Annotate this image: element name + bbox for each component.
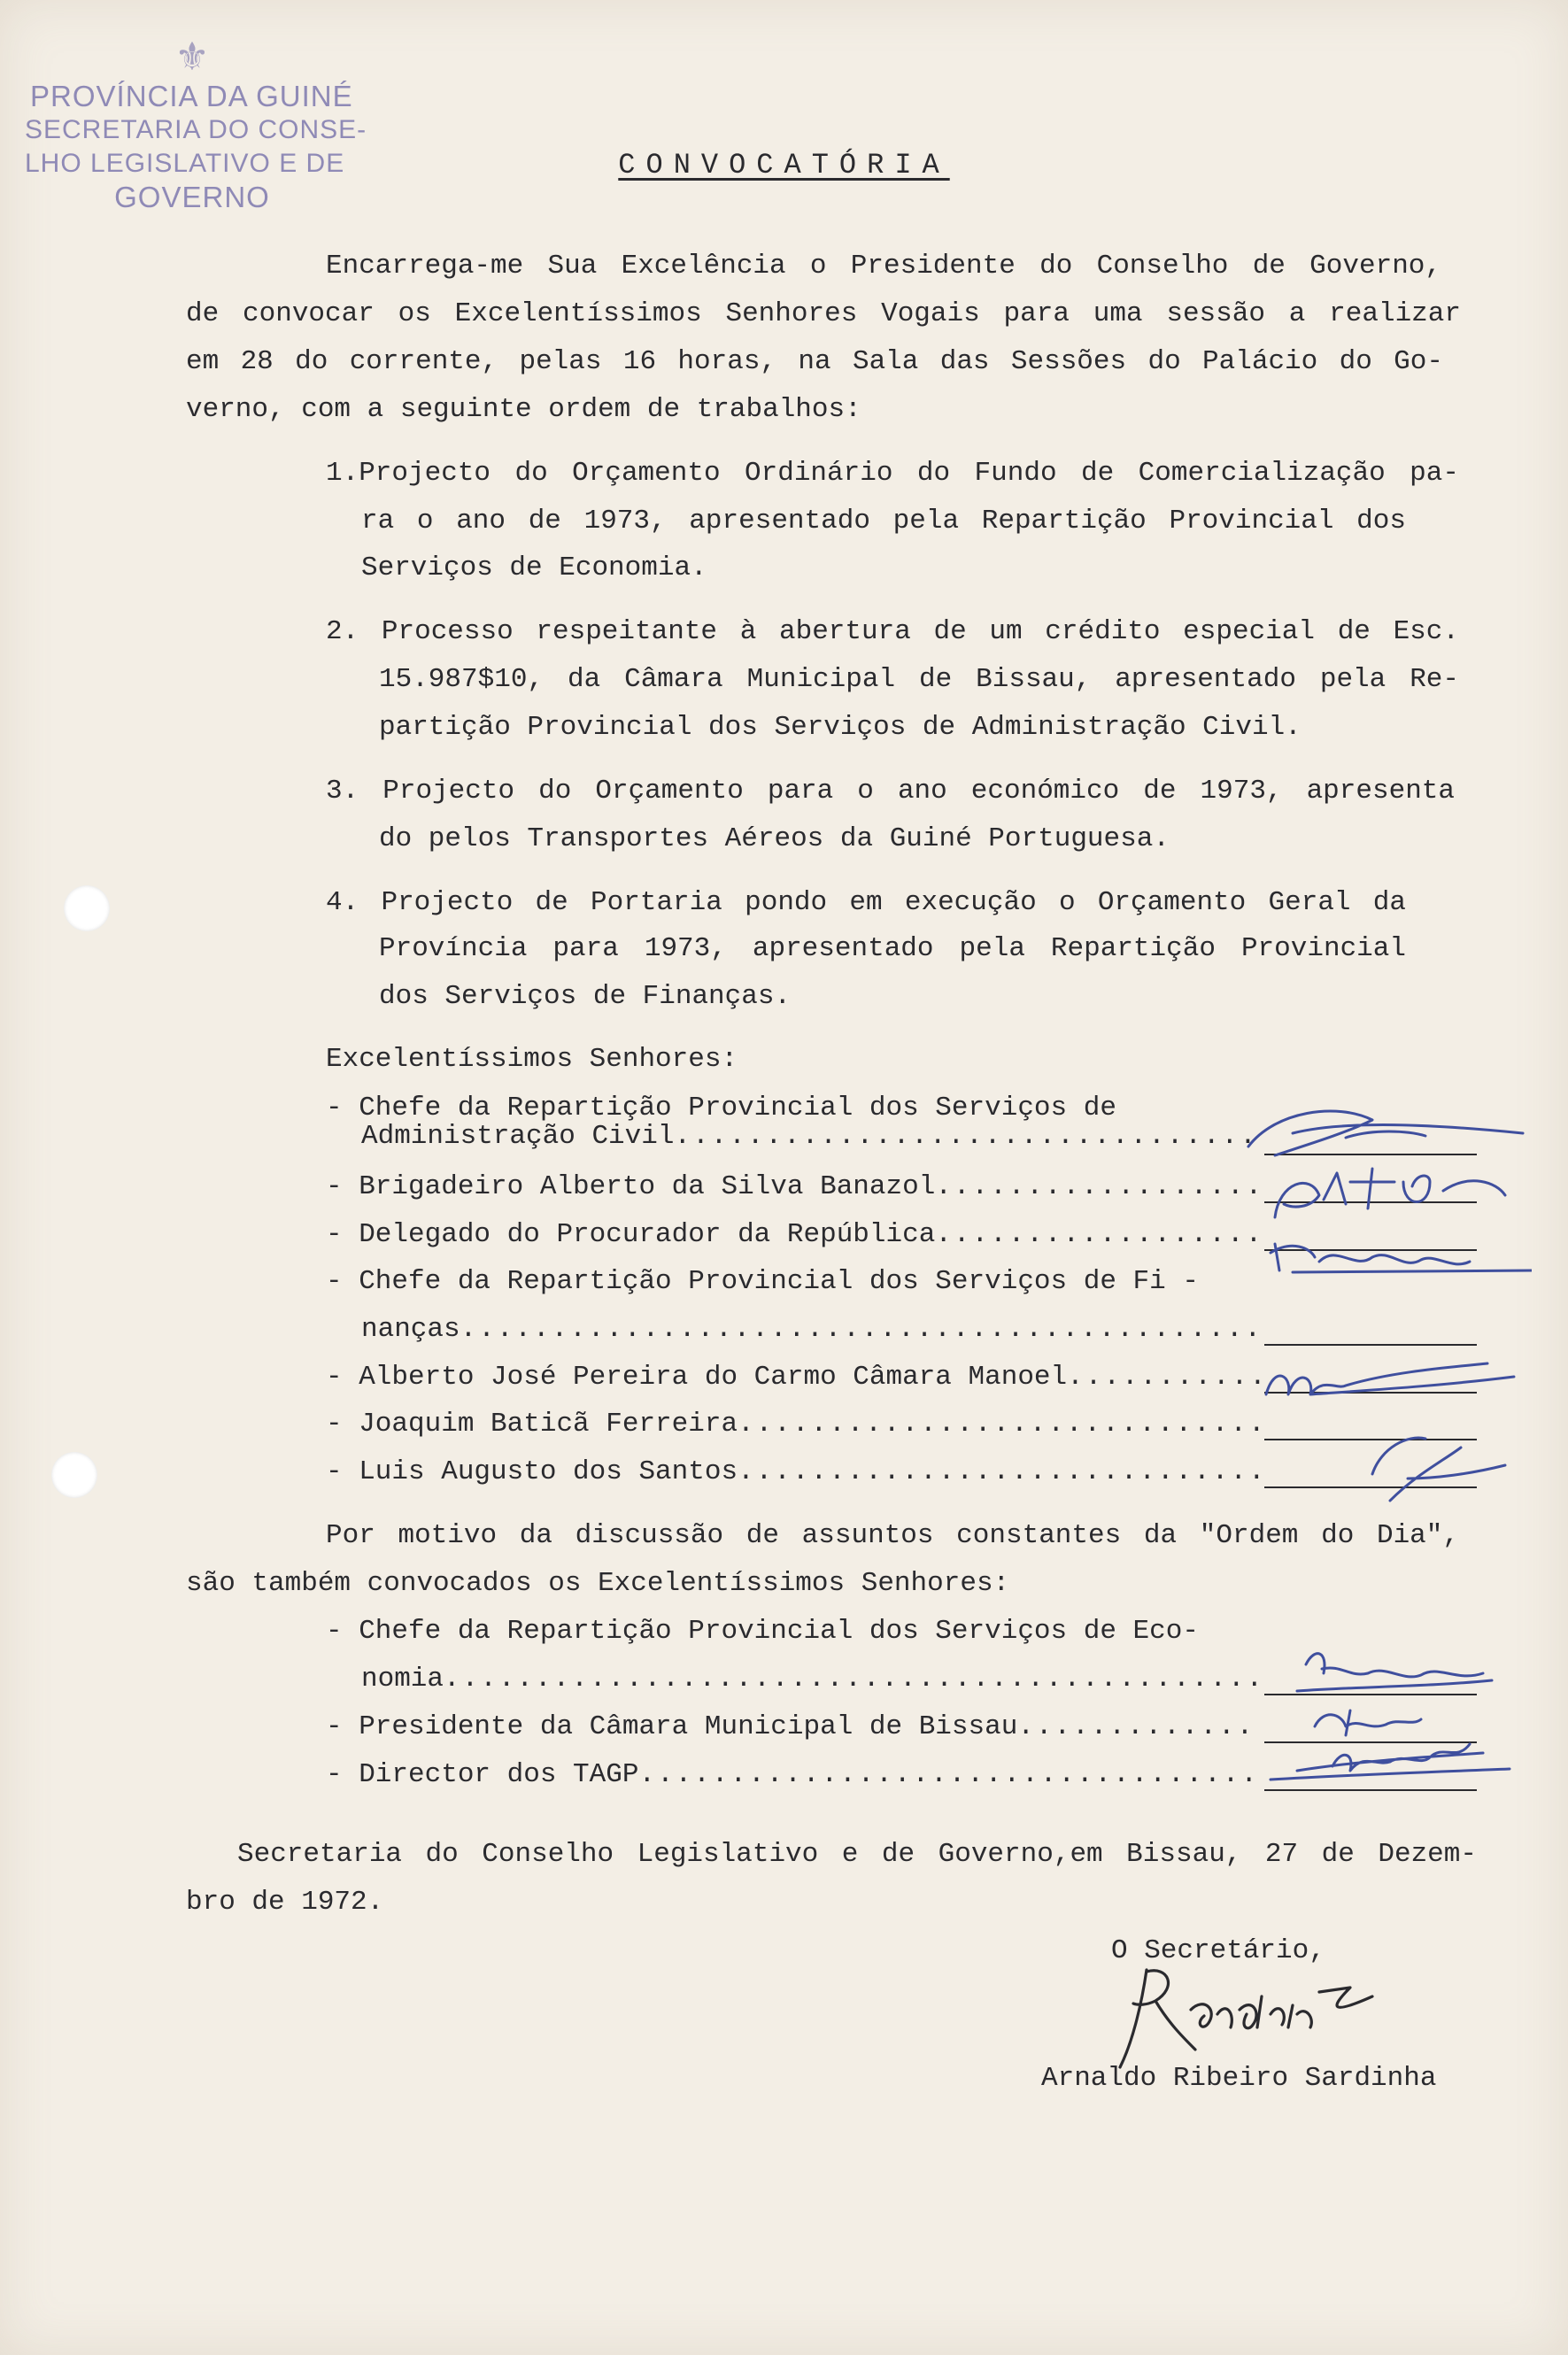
- extra-intro-line: são também convocados os Excelentíssimos Senhores:: [186, 1568, 1010, 1599]
- agenda-item-4: dos Serviços de Finanças.: [379, 981, 792, 1012]
- attendee-entry: - Alberto José Pereira do Carmo Câmara Manoel .....: [326, 1360, 1260, 1395]
- intro-line: em 28 do corrente, pelas 16 horas, na Sala das Sessões do Palácio do Go-: [186, 346, 1443, 377]
- intro-line: verno, com a seguinte ordem de trabalhos:: [186, 394, 861, 425]
- signature-scribble-6: [1297, 1654, 1492, 1691]
- attendee-entry: - Delegado do Procurador da República .....: [326, 1217, 1260, 1253]
- document-title: CONVOCATÓRIA: [618, 149, 950, 181]
- agenda-item-1: 1.Projecto do Orçamento Ordinário do Fundo de Comercialização pa-: [326, 458, 1459, 489]
- signature-scribble-3: [1271, 1244, 1532, 1272]
- attendee-entry: - Chefe da Repartição Provincial dos Serviços de Fi - nanças .....: [326, 1264, 1260, 1347]
- handwritten-signatures: [1240, 1085, 1532, 1510]
- secretary-signature: [1107, 1961, 1390, 2076]
- agenda-item-1: Serviços de Economia.: [361, 552, 707, 583]
- signature-scribble-8: [1271, 1744, 1510, 1780]
- agenda-item-3: 3. Projecto do Orçamento para o ano económico de 1973, apresenta: [326, 776, 1455, 807]
- closing-line: bro de 1972.: [186, 1887, 384, 1918]
- signature-scribble-9: [1120, 1970, 1195, 2067]
- signature-scribble-1: [1248, 1111, 1523, 1155]
- stamp-line: LHO LEGISLATIVO E DE: [25, 149, 345, 178]
- agenda-item-2: 2. Processo respeitante à abertura de um crédito especial de Esc.: [326, 616, 1459, 647]
- closing-line: Secretaria do Conselho Legislativo e de Governo,em Bissau, 27 de Dezem-: [237, 1839, 1477, 1870]
- agenda-item-2: 15.987$10, da Câmara Municipal de Bissau, apresentado pela Re-: [379, 664, 1459, 695]
- agenda-item-2: partição Provincial dos Serviços de Administração Civil.: [379, 712, 1302, 743]
- stamp-line: SECRETARIA DO CONSE-: [25, 115, 367, 144]
- handwritten-signatures-extra: [1244, 1611, 1536, 1802]
- signatory-name: Arnaldo Ribeiro Sardinha: [1041, 2063, 1437, 2094]
- signature-scribble-10: [1191, 1988, 1372, 2028]
- attendee-entry: - Joaquim Baticã Ferreira .....: [326, 1407, 1260, 1442]
- signature-scribble-5: [1372, 1438, 1505, 1501]
- stamp-line: GOVERNO: [114, 181, 270, 213]
- official-stamp: [19, 35, 365, 214]
- extra-attendee-entry: - Presidente da Câmara Municipal de Bissau .....: [326, 1710, 1260, 1745]
- extra-attendee-entry: - Chefe da Repartição Provincial dos Serviços de Eco- nomia .....: [326, 1614, 1260, 1697]
- stamp-line: PROVÍNCIA DA GUINÉ: [30, 80, 353, 112]
- coat-of-arms-icon: ⚜: [174, 35, 210, 79]
- vogais-heading: Excelentíssimos Senhores:: [326, 1044, 738, 1075]
- intro-line: Encarrega-me Sua Excelência o Presidente do Conselho de Governo,: [326, 251, 1441, 282]
- intro-line: de convocar os Excelentíssimos Senhores Vogais para uma sessão a realizar: [186, 298, 1461, 329]
- agenda-item-4: 4. Projecto de Portaria pondo em execução o Orçamento Geral da: [326, 887, 1406, 918]
- attendee-entry: - Chefe da Repartição Provincial dos Serviços de Administração Civil .....: [326, 1091, 1260, 1154]
- agenda-item-4: Província para 1973, apresentado pela Repartição Provincial: [379, 933, 1406, 964]
- punch-hole: [64, 885, 110, 931]
- punch-hole: [51, 1452, 97, 1498]
- agenda-item-1: ra o ano de 1973, apresentado pela Repartição Provincial dos: [361, 506, 1406, 537]
- agenda-item-3: do pelos Transportes Aéreos da Guiné Portuguesa.: [379, 823, 1170, 854]
- signature-scribble-7: [1315, 1710, 1421, 1735]
- signature-scribble-2: [1275, 1169, 1505, 1217]
- signature-scribble-4: [1266, 1363, 1514, 1394]
- attendee-entry: - Brigadeiro Alberto da Silva Banazol .....: [326, 1170, 1260, 1205]
- extra-attendee-entry: - Director dos TAGP .....: [326, 1757, 1260, 1793]
- attendee-entry: - Luis Augusto dos Santos .....: [326, 1455, 1260, 1490]
- extra-intro-line: Por motivo da discussão de assuntos constantes da "Ordem do Dia",: [326, 1520, 1459, 1551]
- signatory-title: O Secretário,: [1111, 1935, 1325, 1966]
